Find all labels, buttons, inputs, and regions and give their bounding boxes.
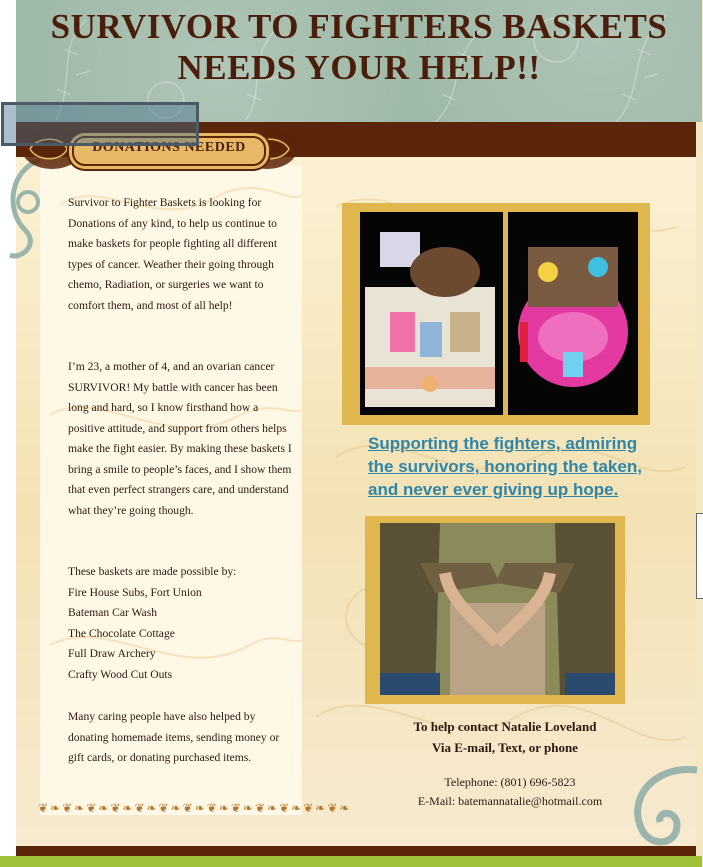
sponsor-item: Fire House Subs, Fort Union [68, 585, 202, 599]
title-line-2: NEEDS YOUR HELP!! [177, 48, 541, 87]
badge-label: DONATIONS NEEDED [92, 140, 246, 155]
contact-details [345, 773, 675, 811]
intro-paragraph [68, 193, 293, 316]
telephone-text: Telephone: (801) 696-5823 [444, 775, 576, 789]
left-bottom-ornament-border: ❦❧❦❧❦❧❦❧❦❧❦❧❦❧❦❧❦❧❦❧❦❧❦❧❦❧ [38, 801, 352, 815]
title-line-1: SURVIVOR TO FIGHTERS BASKETS [50, 7, 668, 46]
contact-line-2: Via E-mail, Text, or phone [432, 740, 578, 755]
sponsors-list [68, 562, 293, 685]
contact-line-1: To help contact Natalie Loveland [413, 719, 597, 734]
story-paragraph [68, 357, 293, 521]
contact-intro [340, 716, 670, 758]
scroll-handle[interactable] [696, 513, 703, 599]
closing-paragraph [68, 707, 293, 769]
story-text: I’m 23, a mother of 4, and an ovarian cancer SURVIVOR! My battle with cancer has been long and hard, so I know firsthand how a positive attitude, and support from others helps make the fight easier. By making these baskets I bring a smile to people’s faces, and I show them that even perfect strangers care, and understand what they’re going though. [68, 360, 292, 517]
bottom-green-stripe [0, 856, 702, 867]
basket-1-image [360, 212, 503, 415]
sponsor-item: Full Draw Archery [68, 647, 156, 660]
basket-photo-2 [508, 212, 638, 415]
closing-text: Many caring people have also helped by donating homemade items, sending money or gift cards, or donating purchased items. [68, 710, 280, 764]
tagline-link[interactable]: Supporting the fighters, admiring the survivors, honoring the taken, and never ever giving up hope. [368, 434, 642, 499]
selection-highlight-box [1, 102, 199, 146]
sponsor-item: Crafty Wood Cut Outs [68, 667, 173, 681]
sponsors-heading: These baskets are made possible by: [68, 565, 237, 578]
bottom-brown-band [16, 846, 696, 856]
sponsor-item: The Chocolate Cottage [68, 626, 175, 640]
page-title [16, 6, 702, 88]
basket-photo-1 [360, 212, 503, 415]
sponsor-item: Bateman Car Wash [68, 606, 158, 619]
intro-text: Survivor to Fighter Baskets is looking for Donations of any kind, to help us continue to make baskets for people fighting all different types of cancer. Weather their going through chemo, Radiation, or surgeries we want to comfort them, and most of all help! [68, 196, 278, 312]
hands-heart-photo [380, 523, 615, 695]
email-text[interactable]: E-Mail: batemannatalie@hotmail.com [417, 794, 603, 808]
hands-heart-image [380, 523, 615, 695]
basket-2-image [508, 212, 638, 415]
